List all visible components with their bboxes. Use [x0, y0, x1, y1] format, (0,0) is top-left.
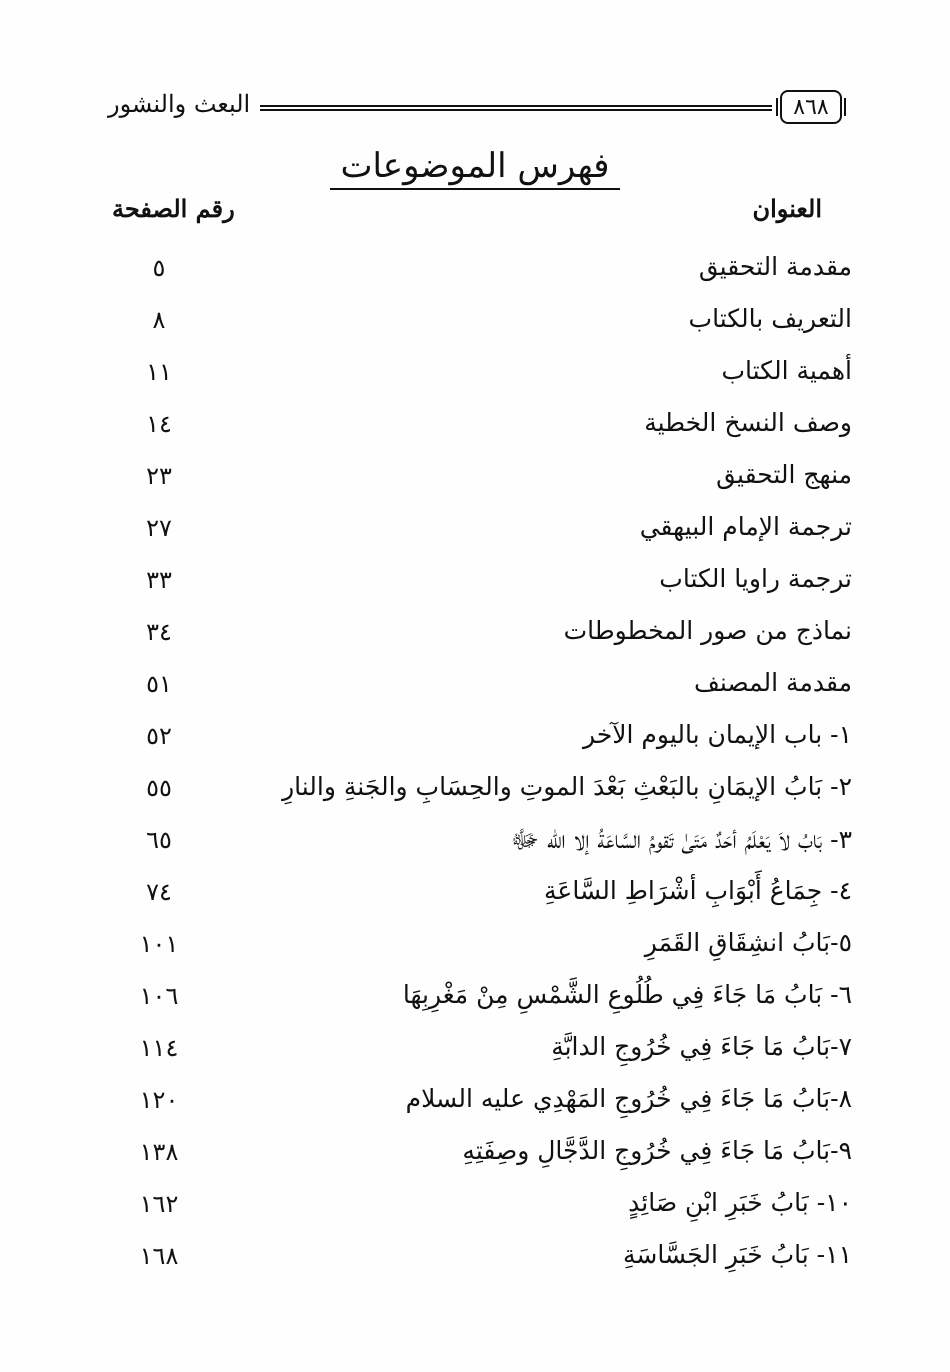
toc-row: [0, 558, 950, 610]
toc-page: ١٦٨: [139, 1242, 179, 1270]
toc-page: ٧٤: [146, 878, 172, 906]
toc-row: [0, 610, 950, 662]
toc-title: ٧-بَابُ مَا جَاءَ فِي خُرُوجِ الدابَّةِ: [551, 1032, 852, 1061]
toc-row: [0, 1182, 950, 1234]
toc-row: [0, 974, 950, 1026]
toc-page: ٥١: [146, 670, 172, 698]
toc-page: ٥٢: [146, 722, 172, 750]
toc-title: ترجمة راويا الكتاب: [659, 564, 852, 593]
toc-title: مقدمة التحقيق: [698, 252, 852, 281]
toc-row: [0, 506, 950, 558]
toc-row: [0, 1026, 950, 1078]
toc-page: ١١: [146, 358, 172, 386]
toc-title: ترجمة الإمام البيهقي: [639, 512, 852, 541]
toc-page: ١٠٦: [139, 982, 179, 1010]
toc-row: [0, 246, 950, 298]
toc-page: ١٤: [146, 410, 172, 438]
toc-title: ٨-بَابُ مَا جَاءَ فِي خُرُوجِ المَهْدِي عليه السلام: [405, 1084, 852, 1113]
toc-page: ١٦٢: [139, 1190, 179, 1218]
toc-page: ٥: [152, 254, 166, 282]
toc-title: ٦- بَابُ مَا جَاءَ فِي طُلُوعِ الشَّمْسِ مِنْ مَغْرِبِهَا: [402, 980, 852, 1009]
toc-page: ١٠١: [139, 930, 179, 958]
toc-page: ٢٣: [146, 462, 172, 490]
toc-row: [0, 1078, 950, 1130]
toc-page: ٣٣: [146, 566, 172, 594]
toc-title: ٢- بَابُ الإيمَانِ بالبَعْثِ بَعْدَ الموتِ والحِسَابِ والجَنةِ والنارِ: [282, 772, 852, 801]
toc-row: [0, 1130, 950, 1182]
toc-title: نماذج من صور المخطوطات: [563, 616, 852, 645]
page-number: ٨٦٨: [780, 90, 842, 124]
toc-title: ٤- جِمَاعُ أَبْوَابِ أشْرَاطِ السَّاعَةِ: [544, 876, 852, 905]
toc-page: ٨: [152, 306, 166, 334]
section-title-text: فهرس الموضوعات: [330, 146, 619, 190]
toc-title: مقدمة المصنف: [693, 668, 852, 697]
toc-row: [0, 766, 950, 818]
toc-row: [0, 454, 950, 506]
toc-row: [0, 870, 950, 922]
toc-title: وصف النسخ الخطية: [644, 408, 852, 437]
toc-page: ١١٤: [139, 1034, 179, 1062]
toc-page: ٢٧: [146, 514, 172, 542]
toc-row: [0, 922, 950, 974]
toc-row: [0, 350, 950, 402]
table-of-contents: [0, 246, 950, 1286]
toc-title: ٥-بَابُ انشِقَاقِ القَمَرِ: [644, 928, 852, 957]
toc-page: ٦٥: [146, 826, 172, 854]
column-header-page: رقم الصفحة: [112, 194, 235, 223]
toc-row: [0, 402, 950, 454]
toc-title: ١١- بَابُ خَبَرِ الجَسَّاسَةِ: [622, 1240, 852, 1269]
page-header: [108, 88, 842, 128]
toc-page: ١٣٨: [139, 1138, 179, 1166]
section-title: [0, 146, 950, 186]
toc-title: ٩-بَابُ مَا جَاءَ فِي خُرُوجِ الدَّجَّالِ وصِفَتِهِ: [462, 1136, 852, 1165]
toc-row: [0, 714, 950, 766]
toc-title: أهمية الكتاب: [721, 356, 852, 385]
toc-title: ٣- بَابُ لاَ يَعْلَمُ أحَدٌ مَتَىٰ تَقومُ السَّاعَةُ إلا الله ﷻ: [510, 825, 852, 854]
toc-title: منهج التحقيق: [716, 460, 852, 489]
toc-title: ١- باب الإيمان باليوم الآخر: [583, 720, 852, 749]
book-title: البعث والنشور: [108, 90, 251, 118]
toc-title: التعريف بالكتاب: [688, 304, 852, 333]
toc-page: ٥٥: [146, 774, 172, 802]
toc-title: ١٠- بَابُ خَبَرِ ابْنِ صَائِدٍ: [628, 1188, 852, 1217]
header-rule: [260, 105, 772, 111]
toc-row: [0, 818, 950, 870]
toc-row: [0, 1234, 950, 1286]
toc-page: ٣٤: [146, 618, 172, 646]
toc-row: [0, 298, 950, 350]
toc-row: [0, 662, 950, 714]
column-header-title: العنوان: [752, 194, 822, 223]
toc-page: ١٢٠: [139, 1086, 179, 1114]
